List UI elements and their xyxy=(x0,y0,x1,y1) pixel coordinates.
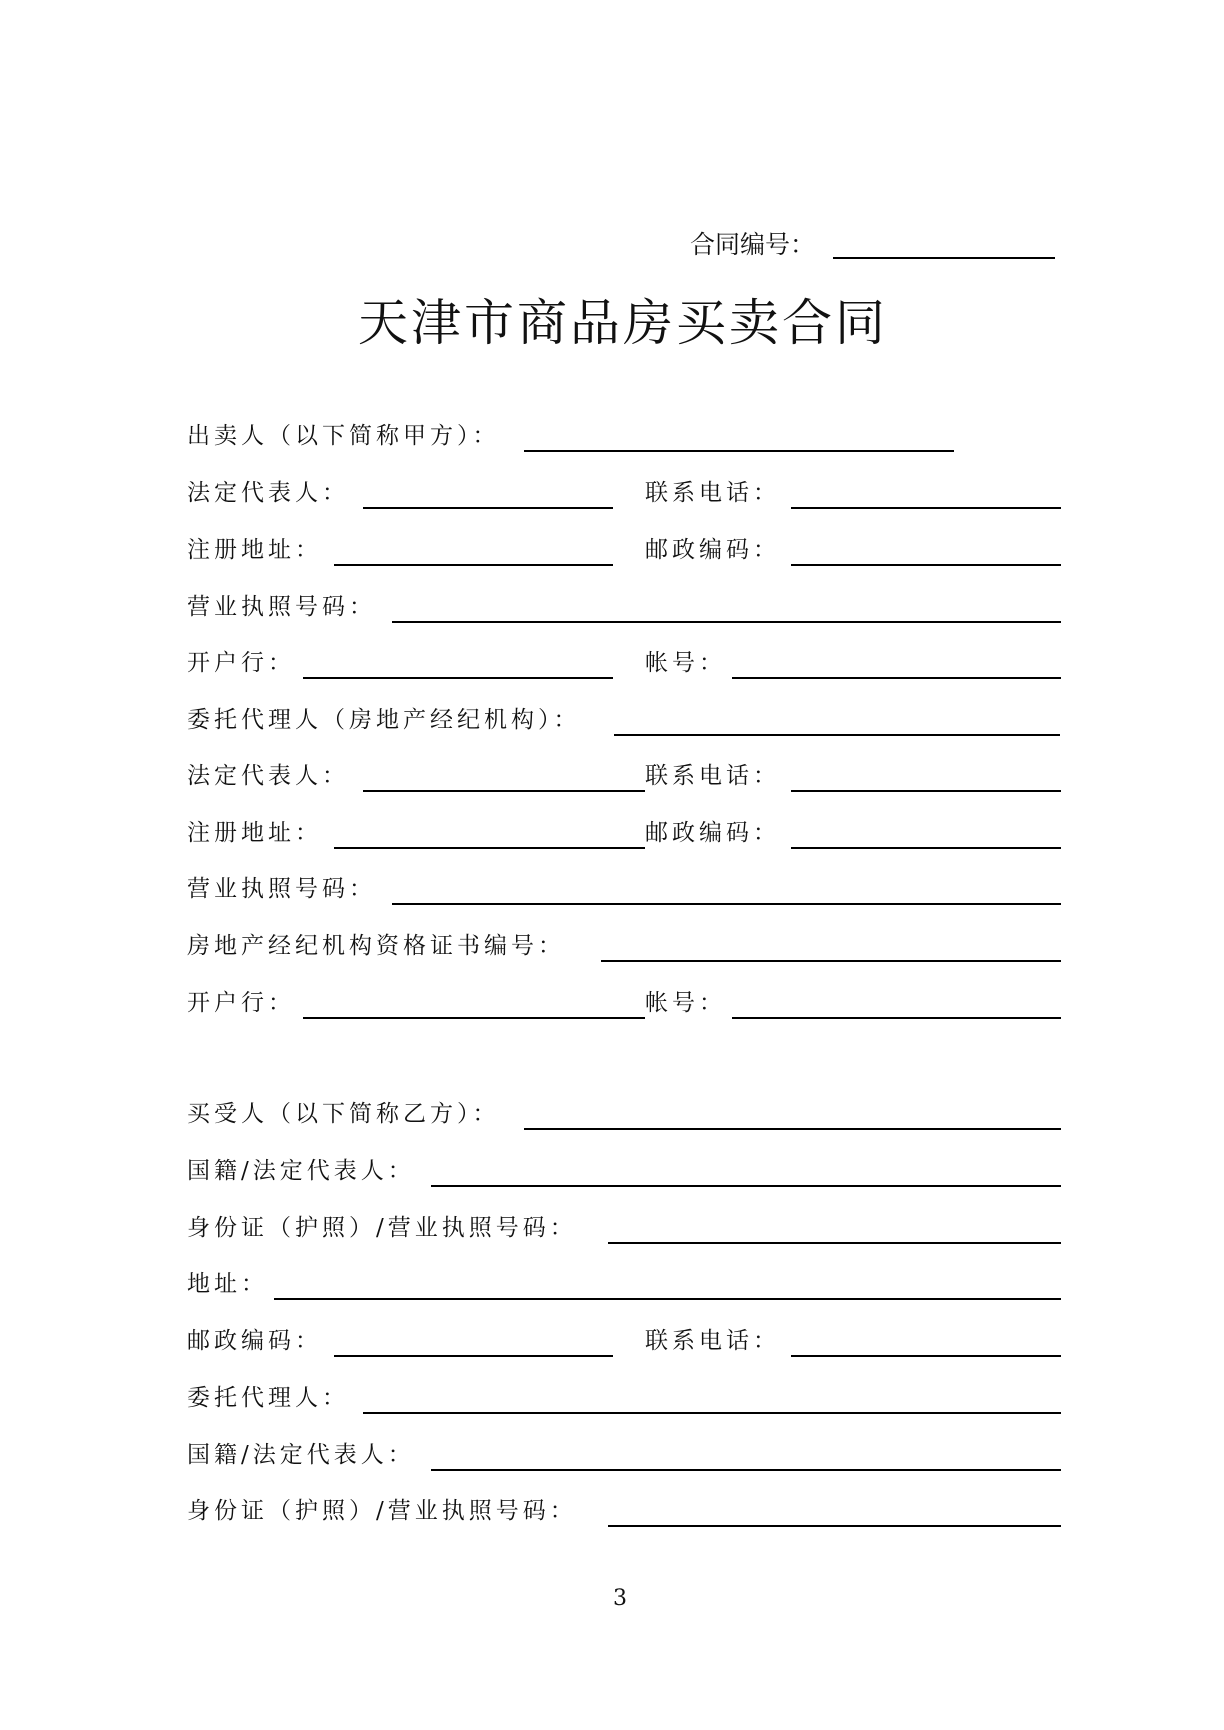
buyer-address-label: 地址： xyxy=(187,1271,268,1297)
agency-account-field xyxy=(732,1017,1061,1019)
agency-address-label: 注册地址： xyxy=(187,820,322,846)
agency-address-field xyxy=(334,847,645,849)
agency-phone-field xyxy=(791,790,1061,792)
buyer-field xyxy=(524,1128,1061,1130)
agency-postcode-field xyxy=(791,847,1061,849)
buyer-agent-label: 委托代理人： xyxy=(187,1385,349,1411)
buyer-agent-id-field xyxy=(608,1525,1061,1527)
buyer-postcode-field xyxy=(334,1355,613,1357)
buyer-agent-nationality-rep-label: 国籍/法定代表人： xyxy=(187,1442,415,1468)
seller-legal-rep-field xyxy=(363,507,613,509)
buyer-nationality-rep-field xyxy=(431,1185,1061,1187)
buyer-label: 买受人（以下简称乙方）： xyxy=(187,1101,500,1127)
buyer-agent-field xyxy=(363,1412,1061,1414)
buyer-phone-field xyxy=(791,1355,1061,1357)
agency-bank-label: 开户行： xyxy=(187,990,295,1016)
agency-legal-rep-label: 法定代表人： xyxy=(187,763,349,789)
seller-postcode-label: 邮政编码： xyxy=(645,537,780,563)
seller-address-label: 注册地址： xyxy=(187,537,322,563)
seller-phone-field xyxy=(791,507,1061,509)
document-title: 天津市商品房买卖合同 xyxy=(358,294,888,352)
contract-number-label: 合同编号： xyxy=(690,230,816,259)
agency-legal-rep-field xyxy=(363,790,645,792)
seller-account-label: 帐号： xyxy=(645,650,726,676)
seller-postcode-field xyxy=(791,564,1061,566)
seller-address-field xyxy=(334,564,613,566)
agency-qualification-field xyxy=(601,960,1061,962)
buyer-nationality-rep-label: 国籍/法定代表人： xyxy=(187,1158,415,1184)
agency-license-field xyxy=(392,903,1061,905)
page-number: 3 xyxy=(613,1586,627,1611)
agency-qualification-label: 房地产经纪机构资格证书编号： xyxy=(187,933,565,959)
seller-license-label: 营业执照号码： xyxy=(187,594,376,620)
agency-license-label: 营业执照号码： xyxy=(187,876,376,902)
agency-phone-label: 联系电话： xyxy=(645,763,780,789)
contract-number-field xyxy=(833,257,1055,259)
agency-field xyxy=(614,734,1060,736)
seller-account-field xyxy=(732,677,1061,679)
seller-bank-field xyxy=(303,677,613,679)
agency-postcode-label: 邮政编码： xyxy=(645,820,780,846)
buyer-agent-id-label: 身份证（护照）/营业执照号码： xyxy=(187,1498,577,1524)
buyer-id-field xyxy=(608,1242,1061,1244)
seller-legal-rep-label: 法定代表人： xyxy=(187,480,349,506)
agency-label: 委托代理人（房地产经纪机构）： xyxy=(187,707,581,733)
agency-bank-field xyxy=(303,1017,645,1019)
buyer-agent-nationality-rep-field xyxy=(431,1469,1061,1471)
seller-field xyxy=(524,450,954,452)
agency-account-label: 帐号： xyxy=(645,990,726,1016)
seller-license-field xyxy=(392,621,1061,623)
buyer-id-label: 身份证（护照）/营业执照号码： xyxy=(187,1215,577,1241)
buyer-postcode-label: 邮政编码： xyxy=(187,1328,322,1354)
buyer-address-field xyxy=(274,1298,1061,1300)
seller-label: 出卖人（以下简称甲方）： xyxy=(187,423,500,449)
seller-phone-label: 联系电话： xyxy=(645,480,780,506)
seller-bank-label: 开户行： xyxy=(187,650,295,676)
buyer-phone-label: 联系电话： xyxy=(645,1328,780,1354)
